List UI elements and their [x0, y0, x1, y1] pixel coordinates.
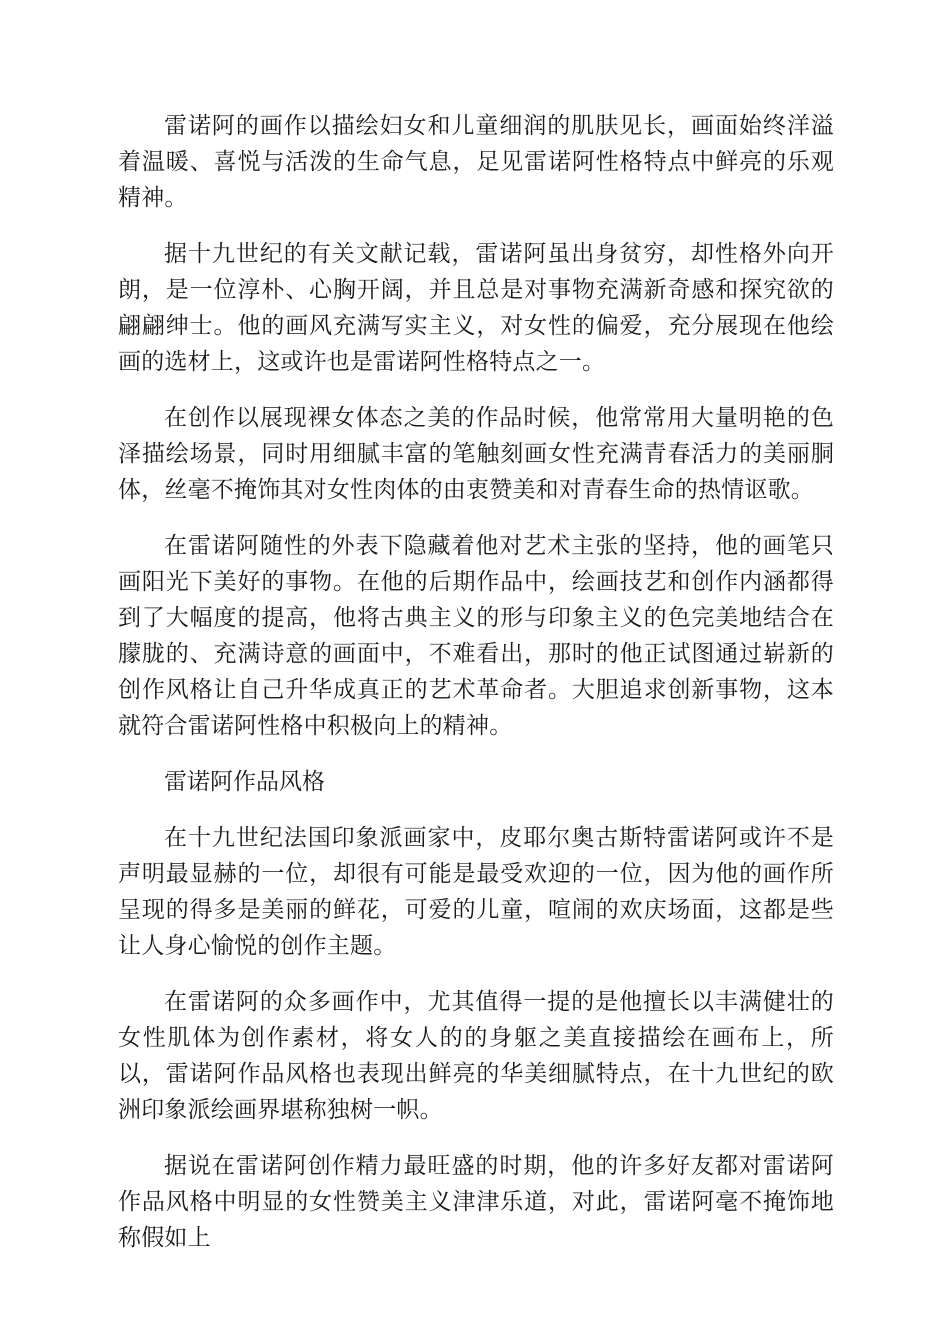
paragraph-1: 雷诺阿的画作以描绘妇女和儿童细润的肌肤见长，画面始终洋溢着温暖、喜悦与活泼的生命气息，足见雷诺阿性格特点中鲜亮的乐观精神。: [118, 113, 834, 211]
section-heading: 雷诺阿作品风格: [164, 769, 325, 795]
paragraph-2: 据十九世纪的有关文献记载，雷诺阿虽出身贫穷，却性格外向开朗，是一位淳朴、心胸开阔，并且总是对事物充满新奇感和探究欲的翩翩绅士。他的画风充满写实主义，对女性的偏爱，充分展现在他绘画的选材上，这或许也是雷诺阿性格特点之一。: [118, 241, 834, 375]
section-paragraph-1: 在十九世纪法国印象派画家中，皮耶尔奥古斯特雷诺阿或许不是声明最显赫的一位，却很有可能是最受欢迎的一位，因为他的画作所呈现的得多是美丽的鲜花，可爱的儿童，喧闹的欢庆场面，这都是些让人身心愉悦的创作主题。: [118, 825, 834, 959]
section-paragraph-2: 在雷诺阿的众多画作中，尤其值得一提的是他擅长以丰满健壮的女性肌体为创作素材，将女人的的身躯之美直接描绘在画布上，所以，雷诺阿作品风格也表现出鲜亮的华美细腻特点，在十九世纪的欧洲印象派绘画界堪称独树一帜。: [118, 989, 834, 1123]
paragraph-4: 在雷诺阿随性的外表下隐藏着他对艺术主张的坚持，他的画笔只画阳光下美好的事物。在他的后期作品中，绘画技艺和创作内涵都得到了大幅度的提高，他将古典主义的形与印象主义的色完美地结合在朦胧的、充满诗意的画面中，不难看出，那时的他正试图通过崭新的创作风格让自己升华成真正的艺术革命者。大胆追求创新事物，这本就符合雷诺阿性格中积极向上的精神。: [118, 533, 834, 739]
document-page: [118, 108, 834, 1276]
section-paragraph-3: 据说在雷诺阿创作精力最旺盛的时期，他的许多好友都对雷诺阿作品风格中明显的女性赞美主义津津乐道，对此，雷诺阿毫不掩饰地称假如上: [118, 1153, 834, 1251]
paragraph-3: 在创作以展现裸女体态之美的作品时候，他常常用大量明艳的色泽描绘场景，同时用细腻丰富的笔触刻画女性充满青春活力的美丽胴体，丝毫不掩饰其对女性肉体的由衷赞美和对青春生命的热情讴歌。: [118, 405, 834, 503]
